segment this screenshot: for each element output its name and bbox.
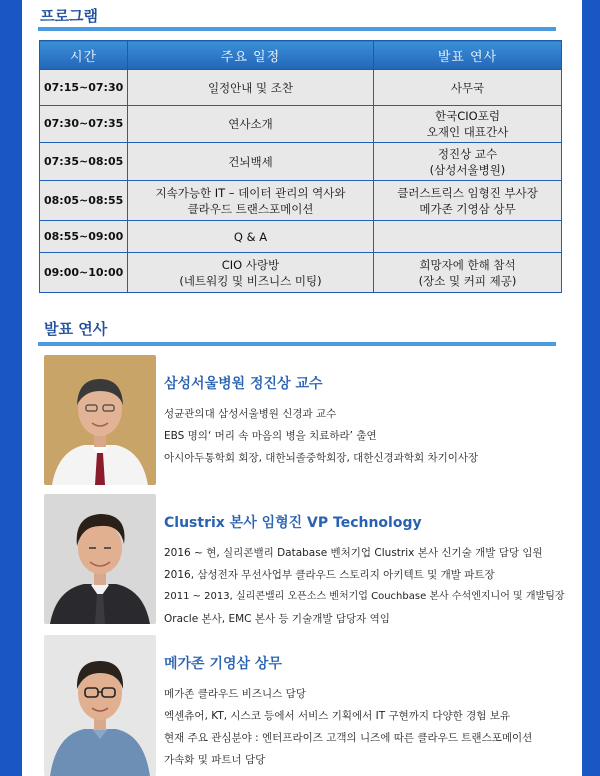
speaker-cell: 희망자에 한해 참석 (장소 및 커피 제공) bbox=[374, 253, 562, 293]
speakers-section-title: 발표 연사 bbox=[44, 320, 108, 338]
speaker-cell bbox=[374, 221, 562, 253]
speakers-title-rule bbox=[38, 342, 556, 346]
table-row bbox=[40, 253, 562, 293]
bio-line: 2011 ~ 2013, 실리콘밸리 오픈소스 벤처기업 Couchbase 본사 수석엔지니어 및 개발팀장 bbox=[164, 591, 565, 602]
portrait-icon bbox=[44, 494, 156, 624]
speaker-photo bbox=[44, 494, 156, 624]
table-row bbox=[40, 106, 562, 143]
time-cell: 07:30~07:35 bbox=[40, 106, 128, 143]
speaker-bio bbox=[164, 683, 532, 771]
speaker-card bbox=[44, 494, 574, 626]
speaker-name: 메가존 기영삼 상무 bbox=[164, 656, 282, 672]
speaker-bio bbox=[164, 542, 565, 630]
program-section-title: 프로그램 bbox=[40, 7, 98, 25]
bio-line: 엑센츄어, KT, 시스코 등에서 서비스 기획에서 IT 구현까지 다양한 경험 보유 bbox=[164, 710, 511, 722]
speaker-bio bbox=[164, 403, 478, 469]
speaker-photo bbox=[44, 355, 156, 485]
header-event: 주요 일정 bbox=[128, 41, 374, 70]
bio-line: 아시아두통학회 회장, 대한뇌졸중학회장, 대한신경과학회 차기이사장 bbox=[164, 452, 479, 464]
bio-line: 성균관의대 삼성서울병원 신경과 교수 bbox=[164, 408, 337, 420]
program-table-header bbox=[40, 41, 562, 70]
bio-line: 메가존 클라우드 비즈니스 담당 bbox=[164, 688, 306, 700]
event-cell: Q & A bbox=[128, 221, 374, 253]
speaker-name: 삼성서울병원 정진상 교수 bbox=[164, 376, 323, 392]
speaker-cell: 클러스트릭스 임형진 부사장 메가존 기영삼 상무 bbox=[374, 181, 562, 221]
table-row bbox=[40, 221, 562, 253]
time-cell: 09:00~10:00 bbox=[40, 253, 128, 293]
event-cell: 연사소개 bbox=[128, 106, 374, 143]
speaker-cell: 사무국 bbox=[374, 70, 562, 106]
portrait-icon bbox=[44, 355, 156, 485]
event-cell: 건뇌백세 bbox=[128, 143, 374, 181]
bio-line: 2016, 삼성전자 무선사업부 클라우드 스토리지 아키텍트 및 개발 파트장 bbox=[164, 569, 495, 581]
table-row bbox=[40, 70, 562, 106]
bio-line: 2016 ~ 현, 실리콘밸리 Database 벤처기업 Clustrix 본사 신기술 개발 담당 임원 bbox=[164, 547, 543, 559]
header-time: 시간 bbox=[40, 41, 128, 70]
event-cell: 일정안내 및 조찬 bbox=[128, 70, 374, 106]
bio-line: Oracle 본사, EMC 본사 등 기술개발 담당자 역임 bbox=[164, 613, 390, 625]
speaker-card bbox=[44, 635, 574, 776]
table-row bbox=[40, 143, 562, 181]
program-title-rule bbox=[38, 27, 556, 31]
event-cell: 지속가능한 IT – 데이터 관리의 역사와 클라우드 트랜스포메이션 bbox=[128, 181, 374, 221]
speaker-cell: 정진상 교수 (삼성서울병원) bbox=[374, 143, 562, 181]
page bbox=[22, 0, 582, 776]
time-cell: 07:15~07:30 bbox=[40, 70, 128, 106]
table-row bbox=[40, 181, 562, 221]
bio-line: EBS 명의‘ 머리 속 마음의 병을 치료하라’ 출연 bbox=[164, 430, 377, 442]
speaker-card bbox=[44, 355, 574, 487]
bio-line: 현재 주요 관심분야 : 엔터프라이즈 고객의 니즈에 따른 클라우드 트랜스포메이션 bbox=[164, 732, 533, 744]
speaker-name: Clustrix 본사 임형진 VP Technology bbox=[164, 515, 422, 531]
time-cell: 08:55~09:00 bbox=[40, 221, 128, 253]
program-table bbox=[39, 40, 562, 293]
speaker-photo bbox=[44, 635, 156, 776]
event-cell: CIO 사랑방 (네트워킹 및 비즈니스 미팅) bbox=[128, 253, 374, 293]
time-cell: 08:05~08:55 bbox=[40, 181, 128, 221]
portrait-icon bbox=[44, 635, 156, 776]
speaker-cell: 한국CIO포럼 오재인 대표간사 bbox=[374, 106, 562, 143]
time-cell: 07:35~08:05 bbox=[40, 143, 128, 181]
bio-line: 가속화 및 파트너 담당 bbox=[164, 754, 266, 766]
header-speaker: 발표 연사 bbox=[374, 41, 562, 70]
